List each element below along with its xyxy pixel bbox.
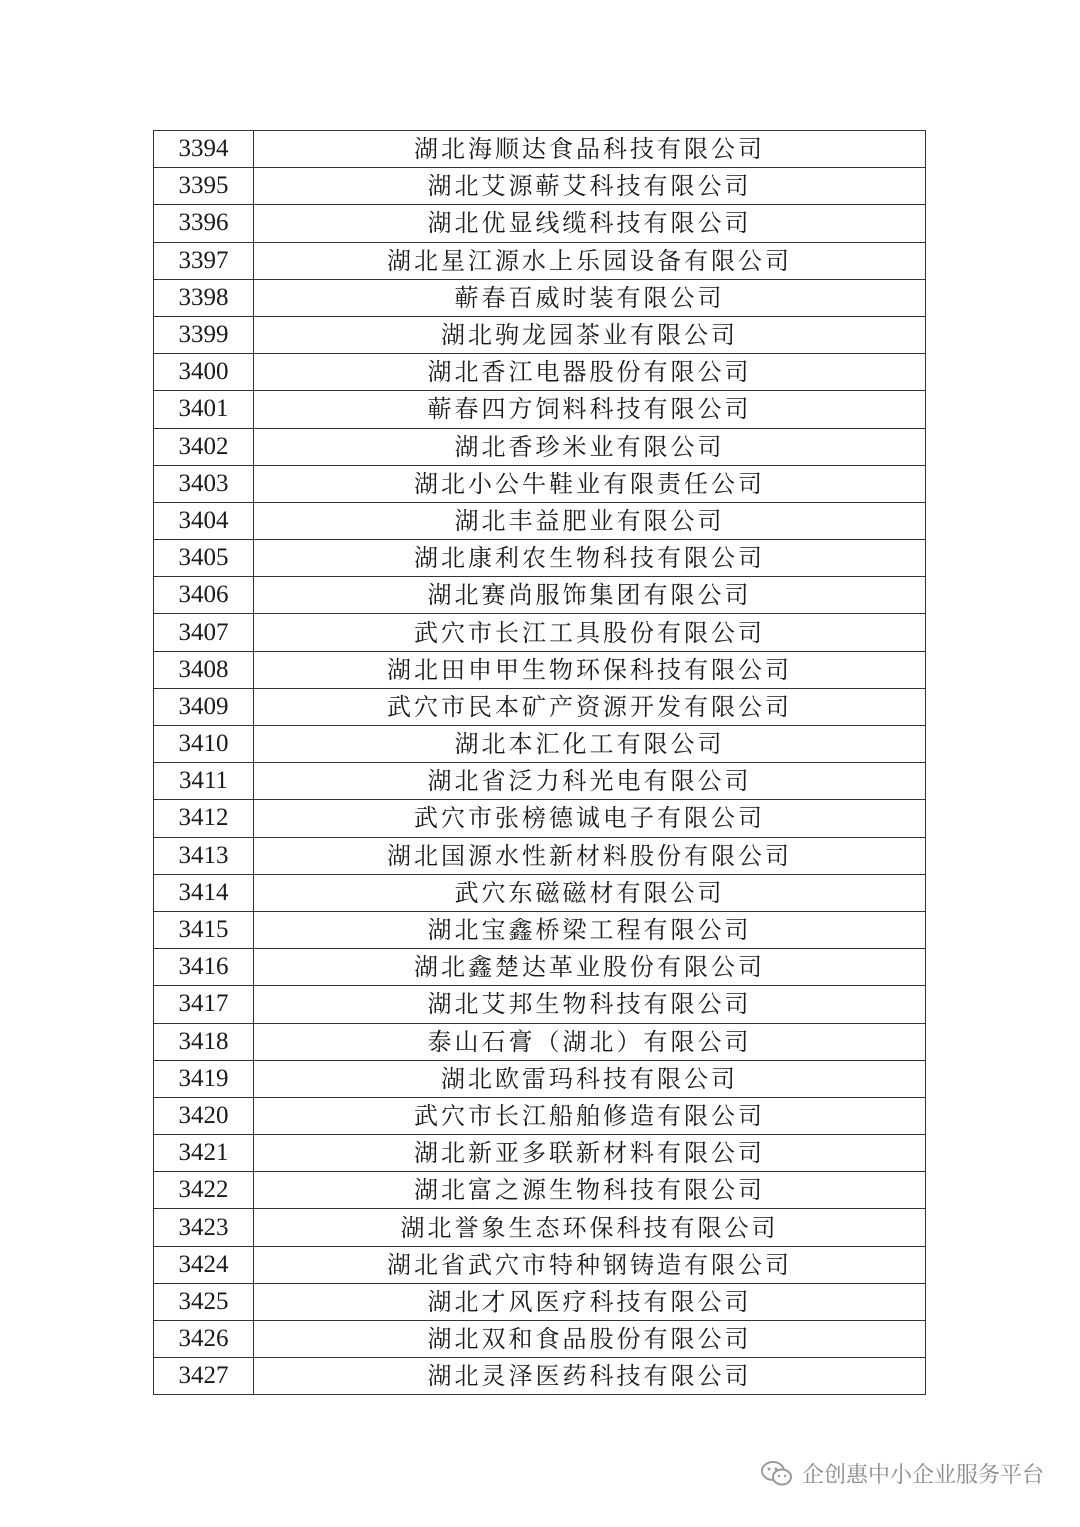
row-number-cell: 3401 (154, 391, 254, 428)
company-name-cell: 湖北丰益肥业有限公司 (254, 502, 926, 539)
wechat-icon (760, 1460, 794, 1488)
company-name-cell: 湖北富之源生物科技有限公司 (254, 1172, 926, 1209)
row-number-cell: 3409 (154, 688, 254, 725)
row-number-cell: 3419 (154, 1060, 254, 1097)
row-number-cell: 3416 (154, 949, 254, 986)
company-name-cell: 湖北鑫楚达革业股份有限公司 (254, 949, 926, 986)
company-name-cell: 湖北国源水性新材料股份有限公司 (254, 837, 926, 874)
company-name-cell: 湖北誉象生态环保科技有限公司 (254, 1209, 926, 1246)
row-number-cell: 3408 (154, 651, 254, 688)
row-number-cell: 3398 (154, 279, 254, 316)
row-number-cell: 3404 (154, 502, 254, 539)
table-row (154, 1135, 926, 1172)
company-name-cell: 湖北香江电器股份有限公司 (254, 354, 926, 391)
company-name-cell: 武穴东磁磁材有限公司 (254, 874, 926, 911)
company-name-cell: 武穴市民本矿产资源开发有限公司 (254, 688, 926, 725)
company-name-cell: 湖北省武穴市特种钢铸造有限公司 (254, 1246, 926, 1283)
table-row (154, 874, 926, 911)
company-list-table-container (153, 130, 926, 1395)
table-row (154, 316, 926, 353)
company-name-cell: 湖北欧雷玛科技有限公司 (254, 1060, 926, 1097)
row-number-cell: 3424 (154, 1246, 254, 1283)
company-name-cell: 湖北田申甲生物环保科技有限公司 (254, 651, 926, 688)
table-row (154, 1060, 926, 1097)
row-number-cell: 3417 (154, 986, 254, 1023)
company-name-cell: 湖北艾邦生物科技有限公司 (254, 986, 926, 1023)
table-row (154, 428, 926, 465)
company-name-cell: 湖北本汇化工有限公司 (254, 726, 926, 763)
company-name-cell: 湖北新亚多联新材料有限公司 (254, 1135, 926, 1172)
row-number-cell: 3427 (154, 1358, 254, 1395)
company-name-cell: 武穴市长江工具股份有限公司 (254, 614, 926, 651)
company-name-cell: 湖北优显线缆科技有限公司 (254, 205, 926, 242)
row-number-cell: 3402 (154, 428, 254, 465)
company-name-cell: 蕲春百威时装有限公司 (254, 279, 926, 316)
row-number-cell: 3397 (154, 242, 254, 279)
table-row (154, 1358, 926, 1395)
table-row (154, 131, 926, 168)
company-name-cell: 武穴市张榜德诚电子有限公司 (254, 800, 926, 837)
company-name-cell: 湖北赛尚服饰集团有限公司 (254, 577, 926, 614)
row-number-cell: 3410 (154, 726, 254, 763)
row-number-cell: 3394 (154, 131, 254, 168)
company-name-cell: 湖北灵泽医药科技有限公司 (254, 1358, 926, 1395)
watermark (760, 1458, 1044, 1489)
table-row (154, 1283, 926, 1320)
table-row (154, 651, 926, 688)
table-row (154, 986, 926, 1023)
table-row (154, 391, 926, 428)
company-name-cell: 湖北省泛力科光电有限公司 (254, 763, 926, 800)
row-number-cell: 3414 (154, 874, 254, 911)
table-row (154, 911, 926, 948)
company-list-table (153, 130, 926, 1395)
table-row (154, 949, 926, 986)
row-number-cell: 3406 (154, 577, 254, 614)
company-name-cell: 湖北康利农生物科技有限公司 (254, 540, 926, 577)
row-number-cell: 3425 (154, 1283, 254, 1320)
table-row (154, 763, 926, 800)
table-row (154, 614, 926, 651)
row-number-cell: 3418 (154, 1023, 254, 1060)
row-number-cell: 3413 (154, 837, 254, 874)
company-name-cell: 湖北艾源蕲艾科技有限公司 (254, 168, 926, 205)
table-row (154, 168, 926, 205)
row-number-cell: 3400 (154, 354, 254, 391)
table-row (154, 540, 926, 577)
row-number-cell: 3403 (154, 465, 254, 502)
table-row (154, 1097, 926, 1134)
company-name-cell: 湖北海顺达食品科技有限公司 (254, 131, 926, 168)
table-row (154, 242, 926, 279)
table-row (154, 800, 926, 837)
company-name-cell: 泰山石膏（湖北）有限公司 (254, 1023, 926, 1060)
row-number-cell: 3396 (154, 205, 254, 242)
row-number-cell: 3415 (154, 911, 254, 948)
company-name-cell: 湖北香珍米业有限公司 (254, 428, 926, 465)
company-name-cell: 蕲春四方饲料科技有限公司 (254, 391, 926, 428)
row-number-cell: 3426 (154, 1321, 254, 1358)
table-row (154, 279, 926, 316)
row-number-cell: 3422 (154, 1172, 254, 1209)
table-row (154, 465, 926, 502)
table-row (154, 837, 926, 874)
company-name-cell: 湖北宝鑫桥梁工程有限公司 (254, 911, 926, 948)
table-row (154, 1023, 926, 1060)
table-row (154, 1209, 926, 1246)
table-row (154, 502, 926, 539)
row-number-cell: 3405 (154, 540, 254, 577)
table-row (154, 1246, 926, 1283)
company-name-cell: 湖北才风医疗科技有限公司 (254, 1283, 926, 1320)
table-row (154, 577, 926, 614)
row-number-cell: 3421 (154, 1135, 254, 1172)
watermark-text: 企创惠中小企业服务平台 (801, 1463, 1044, 1488)
company-name-cell: 湖北小公牛鞋业有限责任公司 (254, 465, 926, 502)
company-list-body (154, 131, 926, 1395)
row-number-cell: 3395 (154, 168, 254, 205)
table-row (154, 1321, 926, 1358)
row-number-cell: 3411 (154, 763, 254, 800)
row-number-cell: 3420 (154, 1097, 254, 1134)
company-name-cell: 武穴市长江船舶修造有限公司 (254, 1097, 926, 1134)
table-row (154, 354, 926, 391)
table-row (154, 688, 926, 725)
company-name-cell: 湖北星江源水上乐园设备有限公司 (254, 242, 926, 279)
row-number-cell: 3407 (154, 614, 254, 651)
table-row (154, 205, 926, 242)
company-name-cell: 湖北驹龙园茶业有限公司 (254, 316, 926, 353)
row-number-cell: 3399 (154, 316, 254, 353)
table-row (154, 726, 926, 763)
row-number-cell: 3412 (154, 800, 254, 837)
table-row (154, 1172, 926, 1209)
row-number-cell: 3423 (154, 1209, 254, 1246)
company-name-cell: 湖北双和食品股份有限公司 (254, 1321, 926, 1358)
